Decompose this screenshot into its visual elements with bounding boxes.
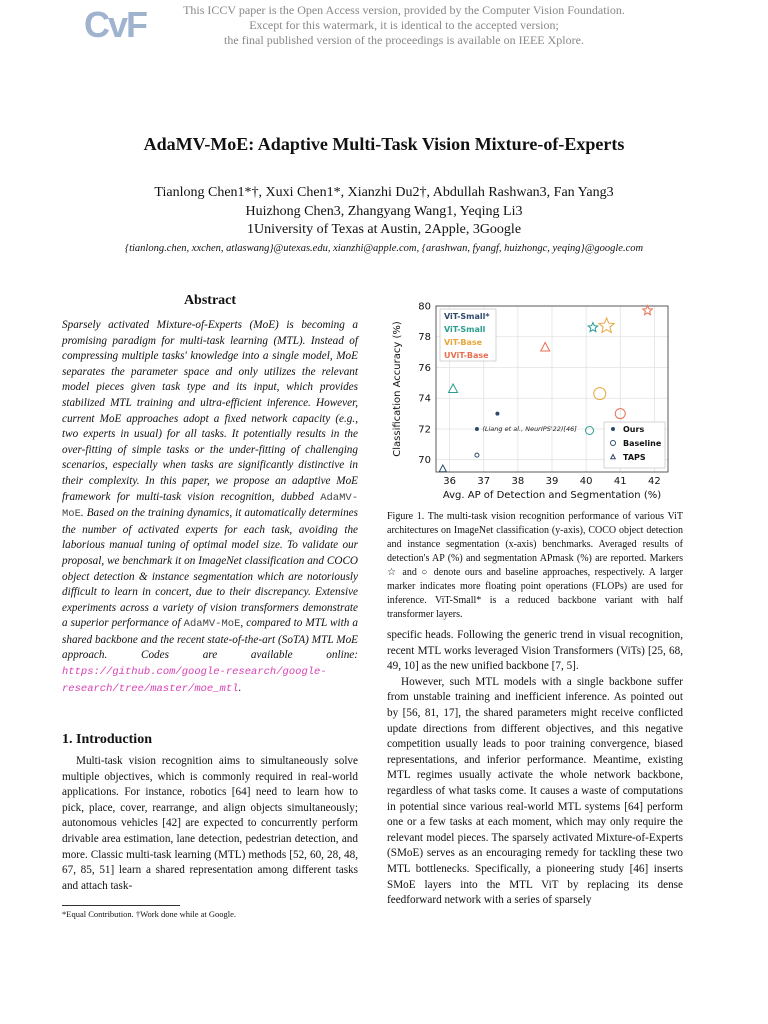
data-point: [475, 427, 479, 431]
y-axis-label: Classification Accuracy (%): [392, 321, 403, 457]
footnote-rule: [62, 905, 180, 906]
color-legend-item: ViT-Small: [444, 325, 486, 334]
right-paragraph-2: However, such MTL models with a single backbone suffer from unstable training and inefficient inference. As pointed out by [56, 81, 17], the shared parameters might receive conflicted update directions from different objectives, and this negative competition usually leads to poor training convergence, biased representations, and inferior performance. Meantime, existing MTL regimes usually activate the whole network backbone, regardless of what tasks come. It causes a waste of computations in potential since various real-world MTL systems [64] perform one or a few tasks at each moment, which may only require the relevant model pieces. The sparsely activated Mixture-of-Experts (SMoE) serves as an encouraging remedy for tackling these two MTL bottlenecks. Specifically, a pioneering study [46] inserts SMoE layers into the MTL ViT by replacing its dense feedforward network with a series of sparsely: [387, 675, 683, 907]
color-legend-item: ViT-Small*: [444, 312, 490, 321]
code-link[interactable]: https://github.com/google-research/google-research/tree/master/moe_mtl: [62, 666, 327, 695]
abstract-part-1: Sparsely activated Mixture-of-Experts (MoE) is becoming a promising paradigm for multi-task learning (MTL). Instead of compressing multiple tasks' knowledge into a single model, MoE separates the parameter space and only utilizes the relevant model pieces given task type and its input, which provides stabilized MTL training and ultra-efficient inference. However, current MoE approaches adopt a fixed network capacity (e.g., two experts in usual) for all tasks. It potentially results in the over-fitting of simple tasks or the under-fitting of challenging scenarios, especially when tasks are significantly distinctive in their complexity. In this paper, we propose an adaptive MoE framework for multi-task vision recognition, dubbed: [62, 319, 358, 503]
abstract-heading: Abstract: [183, 293, 237, 308]
data-point: [594, 388, 606, 400]
chart-legends: [440, 309, 665, 468]
intro-heading: 1. Introduction: [62, 732, 152, 747]
cvf-logo: CvF: [84, 4, 147, 45]
data-point: [586, 427, 594, 435]
color-legend-item: UViT-Base: [444, 351, 489, 360]
intro-body: Multi-task vision recognition aims to simultaneously solve multiple objectives, which is commonly required in real-world applications. For instance, robotics [64] need to learn how to pick, place, cover, rearrange, and align objects simultaneously; autonomous vehicles [42] are expected to concurrently perform drivable area estimation, lane detection, pedestrian detection, and more. Classic multi-task learning (MTL) methods [52, 60, 28, 48, 67, 85, 51] learn a shared representation among different tasks and attach task-: [62, 755, 358, 892]
footnote: *Equal Contribution. †Work done while at Google.: [62, 909, 237, 919]
abstract-body: Sparsely activated Mixture-of-Experts (MoE) is becoming a promising paradigm for multi-task learning (MTL). Instead of compressing multiple tasks' knowledge into a single model, MoE separates the parameter space and only utilizes the relevant model pieces given task type and its input, which provides stabilized MTL training and ultra-efficient inference. However, current MoE approaches adopt a fixed network capacity (e.g., two experts in usual) for all tasks. It potentially results in the over-fitting of simple tasks or the under-fitting of challenging scenarios, especially when tasks are significantly distinctive in their complexity. In this paper, we propose an adaptive MoE framework for multi-task vision recognition, dubbed AdaMV-MoE. Based on the training dynamics, it automatically determines the number of activated experts for each task, avoiding the laborious manual tuning of optimal model size. To validate our proposal, we benchmark it on ImageNet classification and COCO object detection & instance segmentation which are notoriously difficult to learn in concert, due to their discrepancy. Extensive experiments across a variety of vision transformers demonstrate a superior performance of AdaMV-MoE, compared to MTL with a shared backbone and the recent state-of-the-art (SoTA) MTL MoE approach. Codes are available online: https://github.com/google-research/google-research/tree/master/moe_mtl.: [62, 319, 358, 695]
affiliations: 1University of Texas at Austin, 2Apple, 3Google: [246, 222, 522, 237]
abstract-part-2: . Based on the training dynamics, it automatically determines the number of activated experts for each task, avoiding the laborious manual tuning of optimal model size. To validate our proposal, we benchmark it on ImageNet classification and COCO object detection & instance segmentation which are notoriously difficult to learn in concert, due to their discrepancy. Extensive experiments across a variety of vision transformers demonstrate a superior performance of: [62, 507, 358, 630]
data-point: [439, 465, 446, 472]
right-paragraph-1: specific heads. Following the generic trend in visual recognition, recent MTL works leveraged Vision Transformers (ViTs) [25, 68, 49, 10] as the new unified backbone [7, 5].: [387, 629, 683, 673]
marker-legend-label: Ours: [623, 425, 645, 434]
figure-1-chart: [384, 298, 684, 506]
y-tick-label: 76: [418, 362, 431, 374]
watermark-line-3: the final published version of the proceedings is available on IEEE Xplore.: [224, 33, 584, 47]
x-tick-label: 38: [511, 476, 525, 487]
x-tick-label: 39: [545, 476, 559, 487]
author-emails: {tianlong.chen, xxchen, atlaswang}@utexas.edu, xianzhi@apple.com, {arashwan, fyangf, huizhongc, yeqing}@google.com: [124, 243, 644, 254]
x-tick-label: 42: [647, 476, 661, 487]
y-tick-label: 80: [418, 301, 431, 313]
paper-title: AdaMV-MoE: Adaptive Multi-Task Vision Mixture-of-Experts: [143, 134, 625, 154]
data-point: [643, 306, 653, 315]
x-tick-label: 36: [443, 476, 457, 487]
y-tick-label: 70: [418, 455, 431, 467]
marker-legend-label: Baseline: [623, 439, 662, 448]
method-name-2: AdaMV-MoE: [183, 618, 241, 631]
y-tick-label: 74: [418, 393, 431, 405]
x-axis-label: Avg. AP of Detection and Segmentation (%): [442, 490, 662, 501]
chart-annotation: (Liang et al., NeurIPS'22)[46]: [482, 424, 577, 433]
y-tick-label: 78: [418, 332, 431, 344]
method-name: AdaMV-MoE: [62, 491, 358, 521]
watermark-text: [180, 3, 628, 48]
watermark-line-2: Except for this watermark, it is identical to the accepted version;: [249, 18, 559, 32]
y-tick-label: 72: [418, 424, 431, 436]
data-point: [475, 453, 479, 457]
color-legend-item: ViT-Base: [444, 338, 483, 347]
authors-line-2: Huizhong Chen3, Zhangyang Wang1, Yeqing Li3: [245, 204, 523, 219]
authors-line-1: Tianlong Chen1*†, Xuxi Chen1*, Xianzhi Du2†, Abdullah Rashwan3, Fan Yang3: [154, 185, 614, 200]
data-point: [541, 343, 550, 352]
marker-legend-symbol: [611, 427, 615, 431]
data-point: [588, 323, 598, 332]
x-tick-label: 41: [613, 476, 627, 487]
x-tick-label: 40: [579, 476, 593, 487]
right-column-text: [387, 628, 683, 909]
marker-legend-label: TAPS: [623, 453, 646, 462]
x-tick-label: 37: [477, 476, 491, 487]
figure-1-caption: Figure 1. The multi-task vision recognition performance of various ViT architectures on ImageNet classification (y-axis), COCO object detection and instance segmentation (x-axis) benchmarks. Averaged results of detection's AP (%) and segmentation APmask (%) are reported. Markers ☆ and ○ denote ours and baseline approaches, respectively. A larger marker indicates more floating point operations (FLOPs) are used for inference. ViT-Small* is a reduced backbone variant with half transformer layers.: [387, 511, 683, 620]
data-point: [599, 318, 614, 332]
watermark-line-1: This ICCV paper is the Open Access version, provided by the Computer Vision Foundation.: [183, 3, 625, 17]
data-point: [495, 412, 499, 416]
abstract-part-3: , compared to MTL with a shared backbone and the recent state-of-the-art (SoTA) MTL MoE approach. Codes are available online:: [62, 617, 358, 662]
